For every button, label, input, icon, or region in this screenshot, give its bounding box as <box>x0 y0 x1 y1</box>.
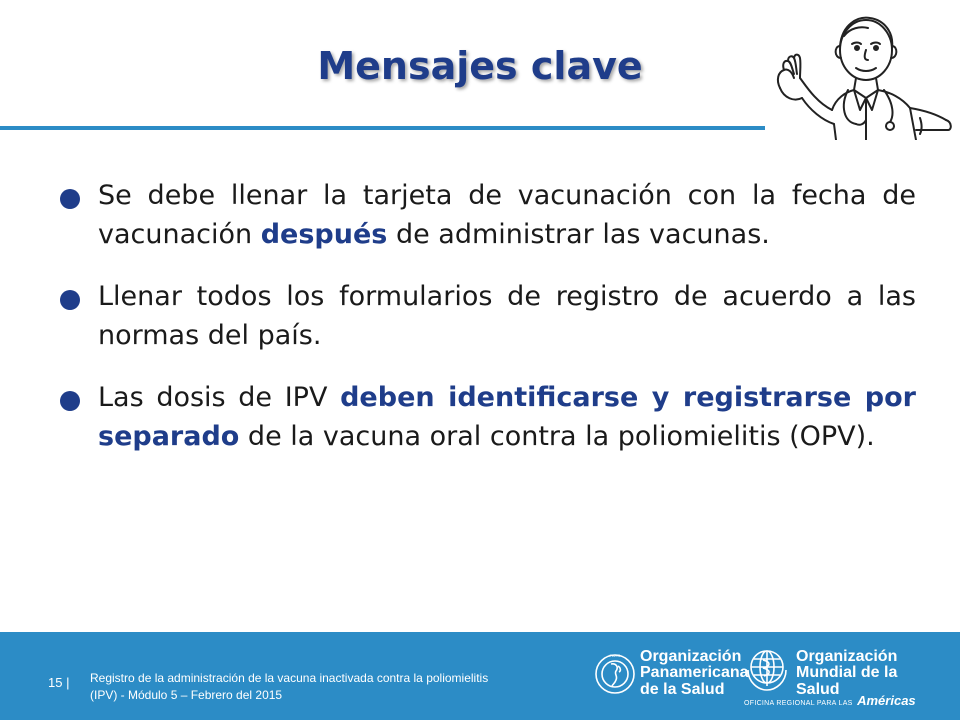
footer-caption-line2: (IPV) - Módulo 5 – Febrero del 2015 <box>90 687 283 702</box>
oms-logo <box>744 646 944 708</box>
footer-caption-line1: Registro de la administración de la vacuna inactivada contra la poliomielitis <box>90 671 489 685</box>
ops-logo <box>594 646 749 708</box>
svg-text:PAHO: PAHO <box>609 653 621 658</box>
ops-globe-logo-icon <box>594 646 636 708</box>
bullet-text: Llenar todos los formularios de registro de acuerdo a las normas del país. <box>98 280 916 352</box>
bullet-dot-icon <box>60 391 80 411</box>
oms-name: Organización Mundial de la Salud <box>796 648 898 698</box>
slide-title: Mensajes clave <box>317 44 643 88</box>
bullet-registry-forms <box>60 277 916 356</box>
bullet-dot-icon <box>60 189 80 209</box>
bullet-vaccination-card <box>60 176 916 255</box>
bullet-dot-icon <box>60 290 80 310</box>
bullet-text: Las dosis de IPV deben identificarse y registrarse por separado de la vacuna oral contra la poliomielitis (OPV). <box>98 381 916 453</box>
bullet-ipv-doses <box>60 378 916 457</box>
footer-bar <box>0 632 960 720</box>
bullet-text: Se debe llenar la tarjeta de vacunación con la fecha de vacunación después de administrar las vacunas. <box>98 180 916 251</box>
ops-name: Organización Panamericana de la Salud <box>640 648 749 698</box>
oms-regional-office: OFICINA REGIONAL PARA LAS Américas <box>744 693 916 708</box>
who-emblem-logo-icon <box>744 646 790 692</box>
title-underline <box>0 126 765 130</box>
key-messages-list <box>60 176 916 478</box>
footer-caption <box>90 670 580 704</box>
doctor-illustration-icon <box>770 6 956 140</box>
page-number: 15 | <box>48 675 70 690</box>
